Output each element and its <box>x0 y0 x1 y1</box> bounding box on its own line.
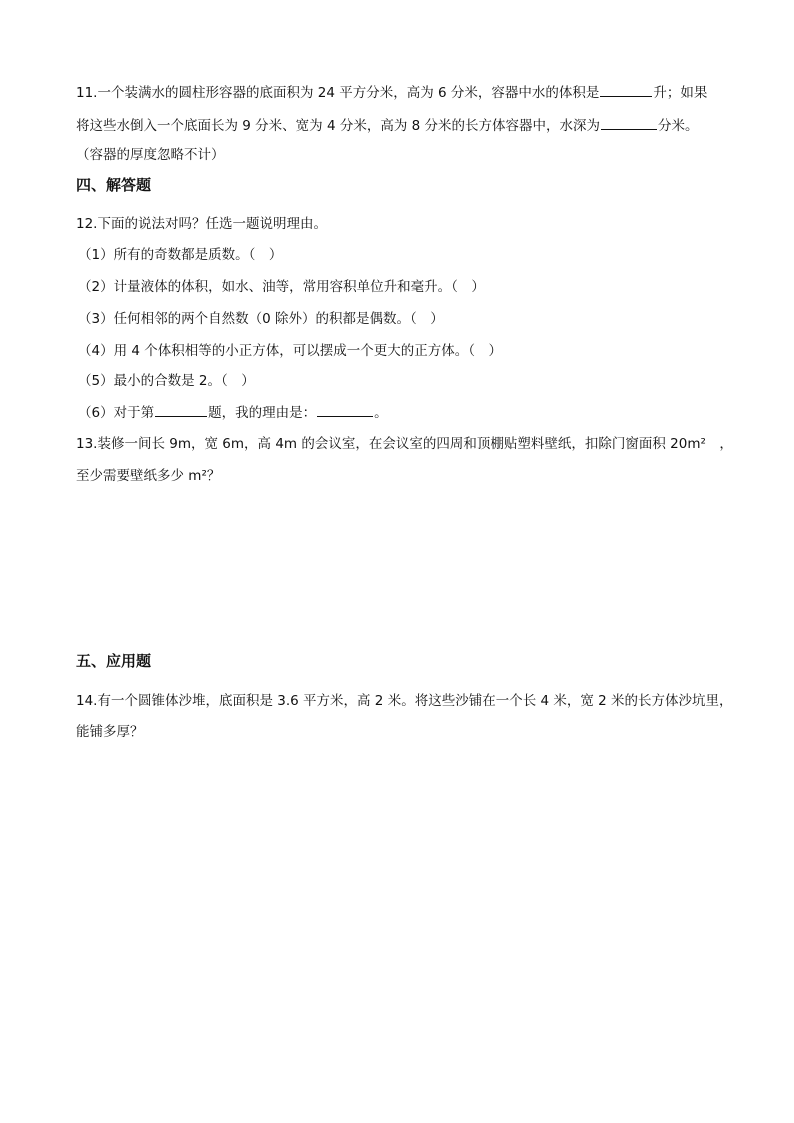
q11-text-1a: 11.一个装满水的圆柱形容器的底面积为 24 平方分米，高为 6 分米，容器中水的体积是 <box>76 85 600 101</box>
q12-item-1: （1）所有的奇数都是质数。（ ） <box>78 247 283 263</box>
q11-blank-volume[interactable] <box>600 82 652 97</box>
q12-item-6-text-a: （6）对于第 <box>78 405 155 421</box>
q14-line-1: 14.有一个圆锥体沙堆，底面积是 3.6 平方米，高 2 米。将这些沙铺在一个长 4 米，宽 2 米的长方体沙坑里， <box>76 693 733 709</box>
q11-line-3: （容器的厚度忽略不计） <box>76 147 225 163</box>
q11-text-2b: 分米。 <box>658 118 699 134</box>
q12-item-6 <box>78 402 388 423</box>
q12-item-6-text-b: 题，我的理由是： <box>208 405 317 421</box>
q11-blank-depth[interactable] <box>601 115 657 130</box>
section-5-title: 五、应用题 <box>76 652 152 670</box>
q12-item-2: （2）计量液体的体积，如水、油等，常用容积单位升和毫升。（ ） <box>78 279 485 295</box>
q12-item-6-text-c: 。 <box>374 405 388 421</box>
q13-line-2: 至少需要壁纸多少 m²？ <box>76 468 221 484</box>
q14-line-2: 能铺多厚？ <box>76 724 144 740</box>
q11-line-2 <box>76 115 699 136</box>
q11-text-1b: 升；如果 <box>653 85 708 101</box>
q12-blank-reason[interactable] <box>317 402 373 417</box>
q12-item-4: （4）用 4 个体积相等的小正方体，可以摆成一个更大的正方体。（ ） <box>78 343 503 359</box>
q12-item-5: （5）最小的合数是 2。（ ） <box>78 373 255 389</box>
q12-item-3: （3）任何相邻的两个自然数（0 除外）的积都是偶数。（ ） <box>78 311 444 327</box>
q11-line-1 <box>76 82 707 103</box>
q12-intro: 12.下面的说法对吗？任选一题说明理由。 <box>76 216 327 232</box>
section-4-title: 四、解答题 <box>76 176 152 194</box>
q13-line-1: 13.装修一间长 9m，宽 6m，高 4m 的会议室，在会议室的四周和顶棚贴塑料壁纸，扣除门窗面积 20m² ， <box>76 436 733 452</box>
q11-text-2a: 将这些水倒入一个底面长为 9 分米、宽为 4 分米，高为 8 分米的长方体容器中，水深为 <box>76 118 601 134</box>
q12-blank-question-number[interactable] <box>155 402 207 417</box>
